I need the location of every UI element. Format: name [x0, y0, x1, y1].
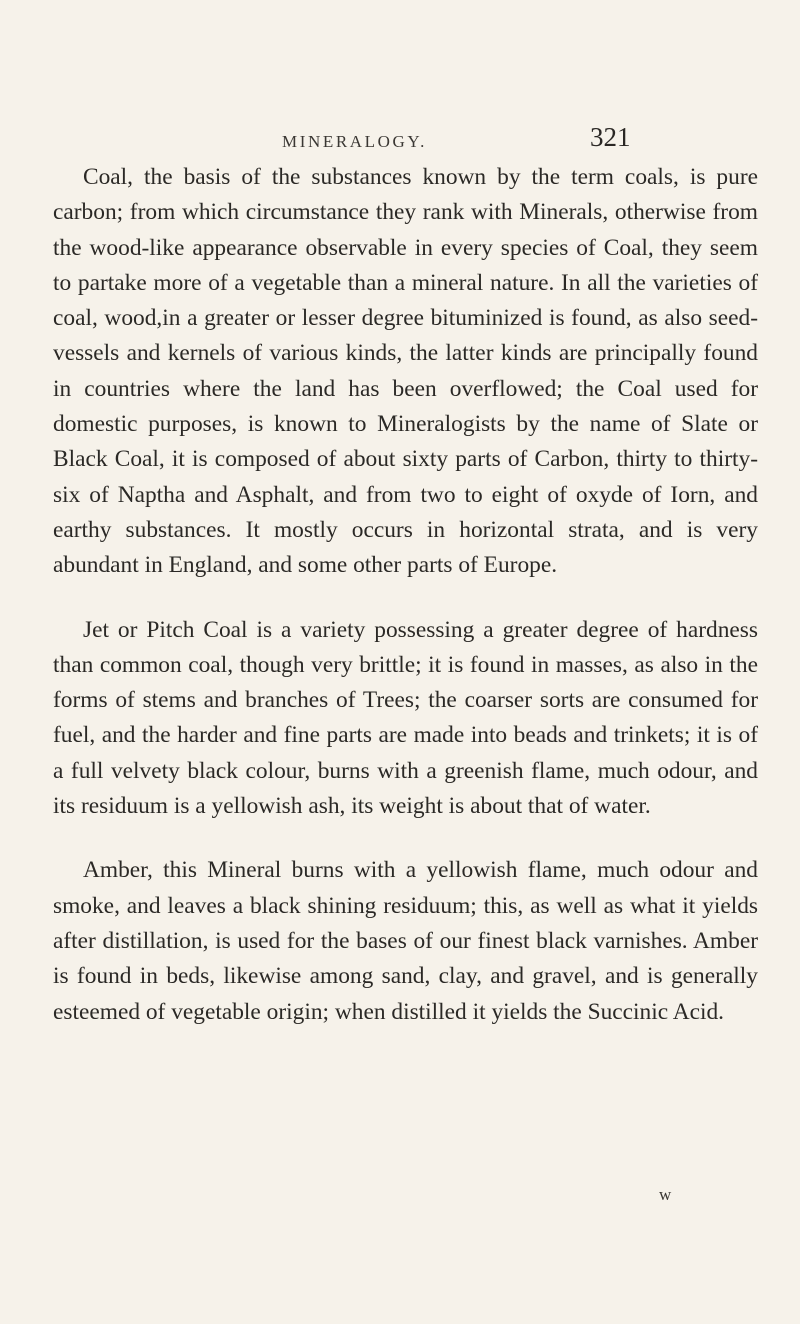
catchword: w	[659, 1185, 672, 1204]
page-number: 321	[590, 122, 631, 152]
text-block	[53, 160, 758, 1030]
paragraph-jet: Jet or Pitch Coal is a variety possessing a greater degree of hardness than common coal, though very brittle; it is found in masses, as also in the forms of stems and branches of Trees; the coarser sorts are consumed for fuel, and the harder and fine parts are made into beads and trinkets; it is of a full velvety black colour, burns with a greenish flame, much odour, and its residuum is a yellowish ash, its weight is about that of water.	[53, 616, 758, 820]
paragraph-amber: Amber, this Mineral burns with a yellowish flame, much odour and smoke, and leaves a black shining residuum; this, as well as what it yields after distillation, is used for the bases of our finest black varnishes. Amber is found in beds, likewise among sand, clay, and gravel, and is generally esteemed of vegetable origin; when distilled it yields the Succinic Acid.	[53, 857, 758, 1025]
running-head	[282, 118, 631, 158]
running-title: MINERALOGY.	[282, 132, 427, 151]
paragraph-coal: Coal, the basis of the substances known by the term coals, is pure carbon; from which circumstance they rank with Minerals, otherwise from the wood-like appearance observable in every species of Coal, they seem to partake more of a vegetable than a mineral nature. In all the varieties of coal, wood,in a greater or lesser degree bituminized is found, as also seed-vessels and kernels of various kinds, the latter kinds are principally found in countries where the land has been overflowed; the Coal used for domestic purposes, is known to Mineralogists by the name of Slate or Black Coal, it is composed of about sixty parts of Carbon, thirty to thirty-six of Naptha and Asphalt, and from two to eight of oxyde of Iorn, and earthy substances. It mostly occurs in horizontal strata, and is very abundant in England, and some other parts of Europe.	[53, 164, 758, 579]
